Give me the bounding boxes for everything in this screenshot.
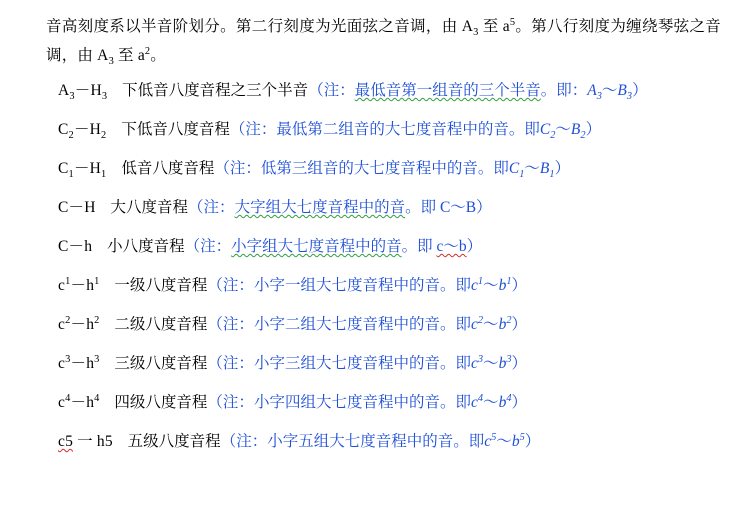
interval-range — [58, 316, 100, 333]
note-text: 。即 — [439, 355, 471, 372]
range-left: c — [58, 355, 66, 372]
formula-base-2: B — [570, 121, 581, 138]
range-left: A — [58, 82, 70, 99]
interval-range — [58, 121, 107, 142]
note-formula — [539, 121, 586, 142]
range-dash: － — [73, 160, 90, 177]
interval-range — [58, 355, 100, 372]
range-right: H — [90, 82, 102, 99]
note-formula — [484, 433, 525, 450]
range-right: H — [84, 199, 96, 216]
intro-part-5: 。 — [150, 47, 166, 64]
range-right: h5 — [96, 433, 113, 450]
formula-tilde: ～ — [496, 433, 512, 450]
formula-base-1: C — [539, 121, 551, 138]
formula-base-1: c — [470, 355, 478, 372]
formula-base-1: C — [508, 160, 520, 177]
formula-tilde: ～ — [483, 277, 499, 294]
interval-range — [58, 199, 96, 216]
formula-tilde: ～ — [483, 316, 499, 333]
intro-sub-2: 3 — [108, 56, 114, 68]
formula-sup-2: 1 — [506, 275, 512, 287]
interval-description: 五级八度音程 — [127, 433, 221, 450]
note-text: 。即 — [508, 121, 540, 138]
formula-base-1: c — [470, 277, 478, 294]
interval-description: 低音八度音程 — [121, 160, 215, 177]
note-text: 。即 — [477, 160, 509, 177]
range-right-sup: 4 — [94, 392, 100, 404]
formula-base-1: c — [484, 433, 492, 450]
intro-sup-1: 5 — [509, 16, 516, 28]
note-open-paren: （注： — [188, 199, 235, 216]
note-text-underlined: 小字二组大七度音程中的音 — [253, 316, 440, 333]
formula-base-1: c — [470, 394, 478, 411]
range-right: h — [84, 238, 93, 255]
interval-description: 二级八度音程 — [114, 316, 208, 333]
range-left: c — [58, 277, 66, 294]
note-close-paren: ） — [511, 355, 528, 372]
formula-sup-2: 5 — [519, 431, 525, 443]
note-text-underlined: 小字三组大七度音程中的音 — [253, 355, 440, 372]
note-close-paren: ） — [524, 433, 541, 450]
interval-description: 三级八度音程 — [114, 355, 208, 372]
note-text-underlined: 小字五组大七度音程中的音。即 — [267, 433, 485, 450]
note-text: 。即 — [401, 238, 437, 255]
note-text-underlined: 最低音第一组音的三个半音 — [354, 82, 541, 99]
range-left: c — [58, 394, 66, 411]
range-dash: － — [70, 316, 87, 333]
formula-tilde: ～ — [555, 121, 571, 138]
interval-row — [46, 392, 721, 414]
interval-row — [46, 236, 721, 258]
range-dash: 一 — [77, 433, 93, 450]
range-dash: － — [68, 238, 85, 255]
note-formula — [471, 355, 512, 372]
note-close-paren: ） — [511, 316, 528, 333]
note-formula — [508, 160, 555, 181]
note-open-paren: （注： — [308, 82, 355, 99]
note-open-paren: （注： — [207, 355, 254, 372]
intro-paragraph — [46, 12, 721, 70]
interval-row — [46, 431, 721, 453]
intro-part-2: 至 a — [478, 18, 510, 35]
range-left-sup: 2 — [65, 314, 71, 326]
range-left: c5 — [58, 433, 74, 450]
interval-range — [58, 394, 100, 411]
range-right: h — [86, 394, 95, 411]
note-formula: c～b — [436, 238, 467, 255]
formula-base-2: B — [617, 82, 627, 99]
interval-row — [46, 314, 721, 336]
note-open-paren: （注： — [220, 433, 268, 450]
range-right: h — [86, 316, 95, 333]
formula-sup-1: 5 — [491, 431, 497, 443]
range-left-sup: 4 — [65, 392, 71, 404]
interval-row — [46, 119, 721, 141]
note-open-paren: （注： — [207, 394, 254, 411]
note-close-paren: ） — [554, 160, 571, 177]
note-open-paren: （注： — [214, 160, 261, 177]
range-dash: － — [68, 199, 85, 216]
formula-base-2: b — [498, 355, 507, 372]
interval-description: 大八度音程 — [110, 199, 189, 216]
interval-range — [58, 277, 100, 294]
range-left-sub: 1 — [68, 169, 74, 181]
range-right-sub: 3 — [101, 91, 108, 103]
formula-sub-1: 3 — [596, 91, 602, 103]
formula-tilde: ～ — [483, 394, 499, 411]
interval-range — [58, 433, 113, 450]
note-formula — [471, 316, 512, 333]
formula-tilde: ～ — [483, 355, 499, 372]
intro-part-3: 。第八行刻度为缠绕琴弦之音调，由 A — [46, 18, 721, 64]
range-right-sub: 1 — [101, 169, 107, 181]
interval-row — [46, 80, 721, 102]
interval-row — [46, 353, 721, 375]
note-open-paren: （注： — [229, 121, 277, 138]
interval-range — [58, 160, 107, 181]
formula-base-2: B — [539, 160, 550, 177]
note-text: 。即 — [439, 277, 471, 294]
formula-base-1: A — [587, 82, 597, 99]
interval-description: 下低音八度音程 — [121, 121, 230, 138]
range-left-sup: 1 — [65, 275, 71, 287]
note-formula — [587, 82, 633, 103]
range-right-sup: 1 — [94, 275, 100, 287]
formula-tilde: ～ — [524, 160, 540, 177]
note-text-underlined: 大字组大七度音程中的音 — [234, 199, 406, 216]
range-left: C — [58, 199, 69, 216]
interval-description: 一级八度音程 — [114, 277, 208, 294]
intro-part-4: 至 a — [113, 47, 145, 64]
interval-description: 小八度音程 — [107, 238, 185, 255]
range-left-sup: 3 — [65, 353, 71, 365]
note-text: 。即 C～B — [405, 199, 477, 216]
formula-sub-2: 2 — [580, 130, 586, 142]
range-right: h — [86, 355, 95, 372]
note-close-paren: ） — [585, 121, 602, 138]
formula-sup-1: 1 — [477, 275, 484, 287]
interval-range — [58, 82, 108, 103]
note-text: 。即 — [439, 316, 471, 333]
formula-sup-2: 2 — [506, 314, 512, 326]
note-text-underlined: 小字四组大七度音程中的音 — [253, 394, 440, 411]
formula-base-2: b — [498, 394, 507, 411]
formula-base-2: b — [498, 316, 507, 333]
range-dash: － — [70, 355, 87, 372]
intro-part-1: 音高刻度系以半音阶划分。第二行刻度为光面弦之音调，由 A — [46, 18, 474, 35]
range-right-sub: 2 — [101, 130, 107, 142]
intro-sub-1: 3 — [473, 27, 479, 39]
range-left: c — [58, 316, 66, 333]
interval-row — [46, 275, 721, 297]
note-text-underlined: 小字一组大七度音程中的音 — [253, 277, 440, 294]
formula-sub-1: 1 — [519, 169, 525, 181]
note-open-paren: （注： — [184, 238, 232, 255]
note-text-underlined: 小字组大七度音程中的音 — [231, 238, 402, 255]
note-close-paren: ） — [632, 82, 648, 99]
formula-sub-1: 2 — [550, 130, 556, 142]
interval-row — [46, 158, 721, 180]
formula-sub-2: 3 — [626, 91, 633, 103]
range-right: H — [89, 160, 102, 177]
formula-sup-1: 2 — [477, 314, 484, 326]
range-left: C — [58, 160, 69, 177]
note-close-paren: ） — [476, 199, 492, 216]
note-text-underlined: 低第三组音的大七度音程中的音 — [260, 160, 478, 177]
note-open-paren: （注： — [207, 316, 254, 333]
formula-sub-2: 1 — [549, 169, 555, 181]
range-dash: － — [70, 277, 87, 294]
formula-sup-2: 4 — [506, 392, 512, 404]
interval-row — [46, 197, 721, 219]
range-dash: － — [70, 394, 87, 411]
interval-description: 四级八度音程 — [114, 394, 208, 411]
note-text-underlined: 最低第二组音的大七度音程中的音 — [276, 121, 509, 138]
interval-description: 下低音八度音程之三个半音 — [122, 82, 309, 99]
range-left: C — [58, 238, 69, 255]
range-right-sup: 3 — [94, 353, 100, 365]
formula-sup-1: 3 — [477, 353, 484, 365]
note-close-paren: ） — [511, 277, 528, 294]
note-close-paren: ） — [511, 394, 528, 411]
range-left-sub: 2 — [68, 130, 74, 142]
range-left: C — [58, 121, 69, 138]
note-text: 。即 — [439, 394, 471, 411]
formula-tilde: ～ — [601, 82, 618, 99]
note-open-paren: （注： — [207, 277, 254, 294]
interval-range — [58, 238, 92, 255]
formula-base-2: b — [511, 433, 520, 450]
range-dash: － — [74, 82, 91, 99]
range-right-sup: 2 — [94, 314, 100, 326]
note-text: 。即： — [540, 82, 588, 99]
formula-base-1: c — [470, 316, 478, 333]
formula-sup-1: 4 — [477, 392, 484, 404]
intro-sup-2: 2 — [144, 45, 151, 57]
range-left-sub: 3 — [69, 91, 75, 103]
note-formula — [471, 394, 512, 411]
note-close-paren: ） — [466, 238, 483, 255]
formula-sup-2: 3 — [506, 353, 512, 365]
range-right: h — [86, 277, 95, 294]
range-right: H — [89, 121, 102, 138]
formula-base-2: b — [498, 277, 507, 294]
note-formula — [471, 277, 512, 294]
range-dash: － — [73, 121, 90, 138]
